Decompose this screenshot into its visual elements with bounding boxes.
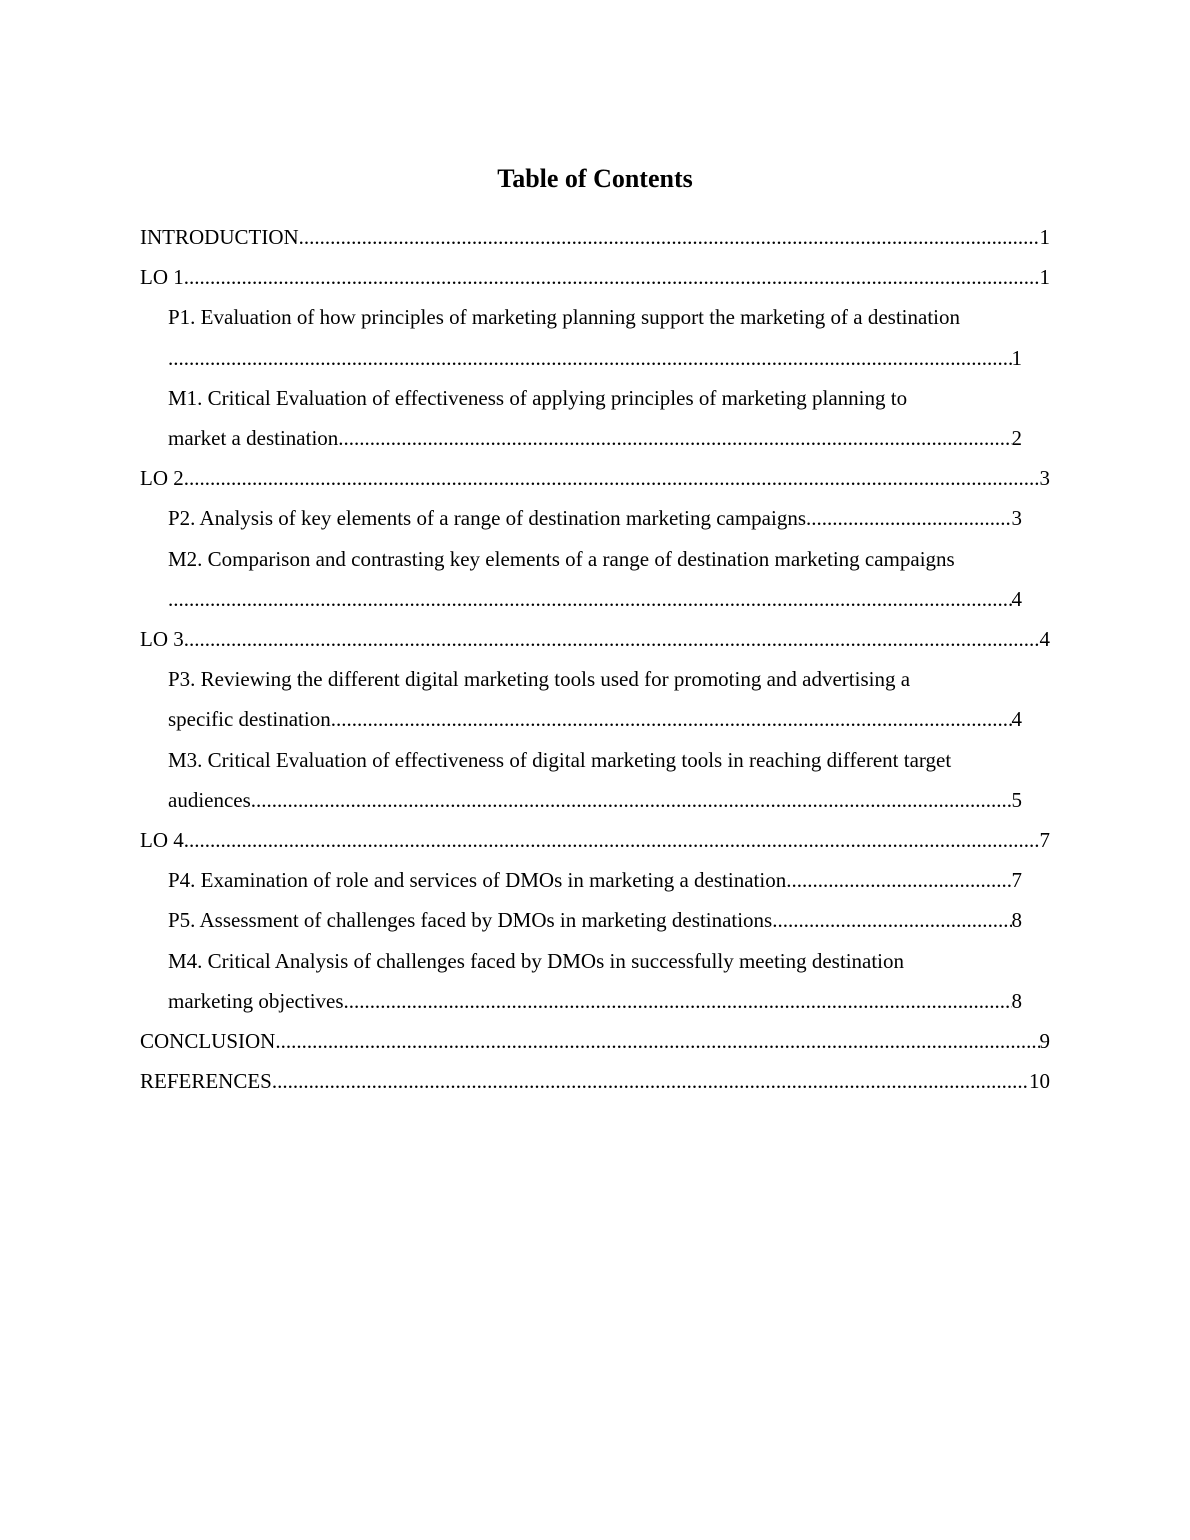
toc-entry-p2[interactable]: [140, 498, 1050, 538]
dot-leader: [272, 1061, 1029, 1101]
toc-page-number: 8: [1011, 908, 1022, 933]
toc-entry-title: M3. Critical Evaluation of effectiveness of digital marketing tools in reaching different target: [168, 747, 952, 772]
page-title: Table of Contents: [497, 164, 693, 193]
dot-leader: [786, 860, 1011, 900]
dot-leader: [806, 498, 1011, 538]
dot-leader: [275, 1021, 1039, 1061]
dot-leader: [338, 418, 1011, 458]
toc-entry-title: LO 2: [140, 466, 184, 491]
toc-page-number: 5: [1011, 787, 1022, 812]
toc-page-number: 9: [1039, 1029, 1050, 1054]
toc-entry-title: M1. Critical Evaluation of effectiveness of applying principles of marketing planning to: [168, 385, 908, 410]
toc-entry-m1[interactable]: [140, 378, 1050, 458]
toc-entry-title: M2. Comparison and contrasting key elements of a range of destination marketing campaigns: [168, 546, 955, 571]
toc-page-number: 2: [1011, 426, 1022, 451]
toc-entry-title: P5. Assessment of challenges faced by DMOs in marketing destinations: [168, 908, 773, 933]
dot-leader: [184, 458, 1040, 498]
toc-entry-title: CONCLUSION: [140, 1029, 276, 1054]
toc-entry-references[interactable]: [140, 1061, 1050, 1101]
toc-entry-m3[interactable]: [140, 740, 1050, 820]
toc-entry-lo2[interactable]: [140, 458, 1050, 498]
toc-entry-conclusion[interactable]: [140, 1021, 1050, 1061]
toc-entry-title-tail: audiences: [168, 787, 251, 812]
toc-entry-title: LO 1: [140, 265, 184, 290]
toc-entry-title-tail: marketing objectives: [168, 988, 344, 1013]
toc-entry-title: M4. Critical Analysis of challenges faced by DMOs in successfully meeting destination: [168, 948, 905, 973]
toc-page-number: 4: [1011, 707, 1022, 732]
dot-leader: [772, 900, 1011, 940]
toc-entry-p3[interactable]: [140, 659, 1050, 739]
toc-list: [140, 217, 1050, 1101]
toc-entry-p1[interactable]: [140, 297, 1050, 377]
toc-entry-m2[interactable]: [140, 539, 1050, 619]
toc-page-number: 8: [1011, 988, 1022, 1013]
toc-page-number: 1: [1039, 265, 1050, 290]
dot-leader: [168, 579, 1012, 619]
dot-leader: [184, 257, 1040, 297]
dot-leader: [184, 820, 1040, 860]
toc-page-number: 7: [1011, 868, 1022, 893]
toc-page-number: 4: [1011, 586, 1022, 611]
toc-entry-lo4[interactable]: [140, 820, 1050, 860]
toc-page-number: 3: [1011, 506, 1022, 531]
dot-leader: [184, 619, 1040, 659]
toc-entry-title: P2. Analysis of key elements of a range of destination marketing campaigns: [168, 506, 807, 531]
toc-entry-title: P4. Examination of role and services of DMOs in marketing a destination: [168, 868, 787, 893]
toc-entry-introduction[interactable]: [140, 217, 1050, 257]
toc-entry-title: INTRODUCTION: [140, 225, 299, 249]
toc-entry-lo1[interactable]: [140, 257, 1050, 297]
toc-entry-title: P3. Reviewing the different digital marketing tools used for promoting and advertising a: [168, 667, 911, 692]
toc-page-number: 4: [1039, 627, 1050, 652]
dot-leader: [331, 699, 1012, 739]
toc-page-number: 1: [1011, 345, 1022, 370]
toc-entry-title-tail: specific destination: [168, 707, 331, 732]
dot-leader: [299, 217, 1040, 257]
dot-leader: [251, 780, 1012, 820]
toc-entry-p5[interactable]: [140, 900, 1050, 940]
toc-entry-title: P1. Evaluation of how principles of marketing planning support the marketing of a destination: [168, 305, 961, 330]
toc-entry-title: REFERENCES: [140, 1069, 272, 1094]
toc-page-number: 3: [1039, 466, 1050, 491]
toc-page-number: 10: [1029, 1069, 1050, 1094]
toc-entry-p4[interactable]: [140, 860, 1050, 900]
toc-entry-title-tail: market a destination: [168, 426, 339, 451]
toc-entry-lo3[interactable]: [140, 619, 1050, 659]
dot-leader: [344, 981, 1012, 1021]
toc-entry-title: LO 4: [140, 828, 184, 853]
toc-entry-m4[interactable]: [140, 941, 1050, 1021]
toc-page-number: 7: [1039, 828, 1050, 853]
dot-leader: [168, 338, 1012, 378]
toc-page-number: 1: [1039, 225, 1050, 249]
toc-entry-title: LO 3: [140, 627, 184, 652]
